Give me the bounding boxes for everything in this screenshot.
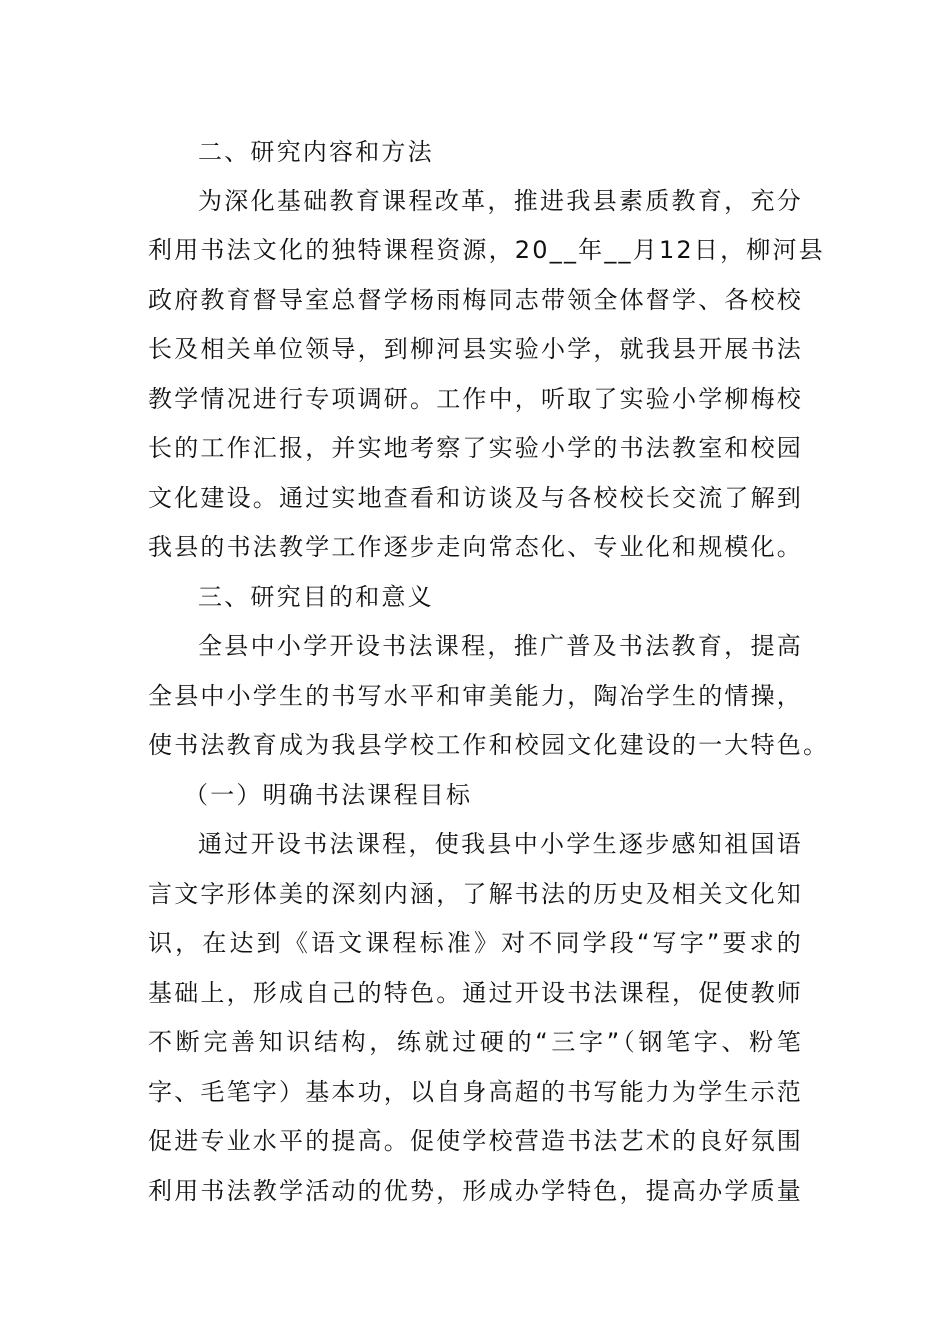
paragraph-line: 促进专业水平的提高。促使学校营造书法艺术的良好氛围 [148,1127,803,1155]
section-heading-3: 三、研究目的和意义 [198,583,434,611]
paragraph-line: 为深化基础教育课程改革，推进我县素质教育，充分 [198,187,803,215]
paragraph-line: 不断完善知识结构，练就过硬的“三字”（钢笔字、粉笔 [148,1028,803,1056]
paragraph-line: 利用书法教学活动的优势，形成办学特色，提高办学质量 [148,1177,803,1205]
paragraph-line: 我县的书法教学工作逐步走向常态化、专业化和规模化。 [148,533,803,561]
paragraph-line: 利用书法文化的独特课程资源，20__年__月12日，柳河县 [148,236,825,264]
paragraph-line: 使书法教育成为我县学校工作和校园文化建设的一大特色。 [148,731,830,759]
paragraph-line: 识，在达到《语文课程标准》对不同学段“写字”要求的 [148,929,803,957]
paragraph-line: 基础上，形成自己的特色。通过开设书法课程，促使教师 [148,979,803,1007]
paragraph-line: 教学情况进行专项调研。工作中，听取了实验小学柳梅校 [148,385,803,413]
section-heading-2: 二、研究内容和方法 [198,138,434,166]
paragraph-line: 政府教育督导室总督学杨雨梅同志带领全体督学、各校校 [148,286,803,314]
paragraph-line: 长及相关单位领导，到柳河县实验小学，就我县开展书法 [148,335,803,363]
paragraph-line: 全县中小学开设书法课程，推广普及书法教育，提高 [198,632,803,660]
subsection-heading-1: （一）明确书法课程目标 [184,781,473,809]
paragraph-line: 全县中小学生的书写水平和审美能力，陶冶学生的情操， [148,682,803,710]
paragraph-line: 文化建设。通过实地查看和访谈及与各校校长交流了解到 [148,484,803,512]
paragraph-line: 长的工作汇报，并实地考察了实验小学的书法教室和校园 [148,434,803,462]
paragraph-line: 通过开设书法课程，使我县中小学生逐步感知祖国语 [198,830,803,858]
paragraph-line: 字、毛笔字）基本功，以自身高超的书写能力为学生示范 [148,1078,803,1106]
paragraph-line: 言文字形体美的深刻内涵，了解书法的历史及相关文化知 [148,880,803,908]
